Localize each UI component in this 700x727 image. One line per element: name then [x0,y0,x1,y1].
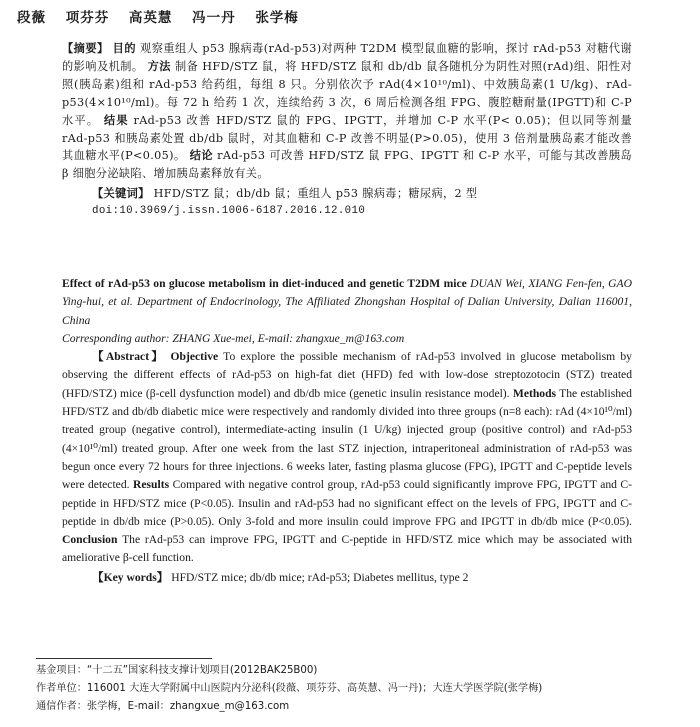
english-title: Effect of rAd-p53 on glucose metabolism in diet-induced and genetic T2DM mice [62,277,467,290]
conclusion-label: Conclusion [62,533,118,547]
keywords-label: 【关键词】 [92,187,150,201]
objective-label: 目的 [112,42,136,55]
results-label: Results [133,478,170,492]
footnote-divider [36,658,212,659]
keywords-label: 【Key words】 [92,570,169,584]
results-text: rAd-p53 改善 HFD/STZ 鼠的 FPG、IPGTT，并增加 C-P 水平(P< 0.05)；但以同等剂量 rAd-p53 和胰岛素处置 db/db 鼠时，对其血糖和 C-P 改善不明显(P>0.05)，使用 3 倍剂量胰岛素才能改善其血糖水平(P<0.05)。 [62,113,632,163]
affiliation-note: 作者单位：116001 大连大学附属中山医院内分泌科(段薇、项芬芬、高英慧、冯一丹)；大连大学医学院(张学梅) [36,683,543,694]
english-authors-affiliation: DUAN Wei, XIANG Fen-fen, GAO Ying-hui, et al. Department of Endocrinology, The Affiliated Zhongshan Hospital of Dalian University, Dalian 116001, China [62,277,632,327]
corresponding-author: Corresponding author: ZHANG Xue-mei, E-mail: zhangxue_m@163.com [62,331,405,345]
chinese-abstract-body [62,40,632,183]
footnotes [36,662,676,716]
author-name: 张学梅 [255,10,299,26]
chinese-abstract [62,40,632,221]
author-name: 高英慧 [128,10,173,26]
objective-label: Objective [170,350,219,364]
correspondence-note: 通信作者：张学梅，E-mail：zhangxue_m@163.com [36,701,290,712]
abstract-label: 【摘要】 [62,42,109,55]
methods-label: Methods [512,386,557,400]
chinese-keywords [62,185,632,203]
conclusion-text: rAd-p53 可改善 HFD/STZ 鼠 FPG、IPGTT 和 C-P 水平，可能与其改善胰岛 β 细胞分泌缺陷、增加胰岛素释放有关。 [62,149,633,181]
author-name: 项芬芬 [65,10,110,26]
methods-text: 制备 HFD/STZ 鼠，将 HFD/STZ 鼠和 db/db 鼠各随机分为阴性对照(rAd)组、阳性对照(胰岛素)组和 rAd-p53 给药组，每组 8 只。分别依次予 rAd(4×10¹⁰/ml)、中效胰岛素(1 U/kg)、rAd-p53(4×10¹⁰/ml)。每 72 h 给药 1 次，连续给药 3 次，6 周后检测各组 FPG、腹腔糖耐量(IPGTT)和 C-P 水平。 [62,59,632,127]
objective-text: 观察重组人 p53 腺病毒(rAd-p53)对两种 T2DM 模型鼠血糖的影响，探讨 rAd-p53 对糖代谢的影响及机制。 [62,42,633,73]
author-name: 段薇 [17,10,46,26]
keywords-text: HFD/STZ mice; db/db mice; rAd-p53; Diabetes mellitus, type 2 [171,570,469,584]
funding-note: 基金项目：“十二五”国家科技支撑计划项目(2012BAK25B00) [36,665,318,676]
keywords-text: HFD/STZ 鼠；db/db 鼠；重组人 p53 腺病毒；糖尿病，2 型 [153,187,478,201]
author-name: 冯一丹 [192,10,236,26]
conclusion-text: The rAd-p53 can improve FPG, IPGTT and C-peptide in HFD/STZ mice which may be associated with ameliorative β-cell function. [62,533,632,565]
results-text: Compared with negative control group, rAd-p53 could significantly improve FPG, IPGTT and C-peptide in HFD/STZ mice (P<0.05). Insulin and rAd-p53 had no significant effect on the levels of FPG, IPGTT and C-peptide in db/db mice (P>0.05). Only 3-fold and more insulin could improve FPG and IPGTT in db/db mice (P<0.05). [62,478,633,528]
english-title-block [62,275,632,330]
english-abstract [62,275,632,587]
abstract-label: 【Abstract】 [92,350,166,364]
english-abstract-body [62,348,632,568]
objective-text: To explore the possible mechanism of rAd-p53 involved in glucose metabolism by observing the different effects of rAd-p53 on high-fat diet (HFD) fed with low-dose streptozotocin (STZ) treated (HFD/STZ) mice (β-cell dysfunction model) and db/db mice (genetic insulin resistance model). [62,350,632,400]
methods-text: The established HFD/STZ and db/db diabetic mice were respectively and randomly divided into three groups (n=8 each): rAd (4×10¹⁰/ml) treated group (negative control), intermediate-acting insulin (1 U/kg) injected group (positive control) and rAd-p53 (4×10¹⁰/ml) treated group. After one week from the last STZ injection, intraperitoneal administration of rAd-p53 was begun once every 72 hours for three injections. 6 weeks later, fasting plasma glucose (FPG), IPGTT and C-peptide levels were detected. [62,386,632,492]
results-label: 结果 [103,113,129,127]
doi: doi:10.3969/j.issn.1006-6187.2016.12.010 [92,205,366,218]
english-keywords [62,569,632,587]
methods-label: 方法 [147,59,171,73]
chinese-author-list [17,6,313,26]
conclusion-label: 结论 [189,149,214,163]
